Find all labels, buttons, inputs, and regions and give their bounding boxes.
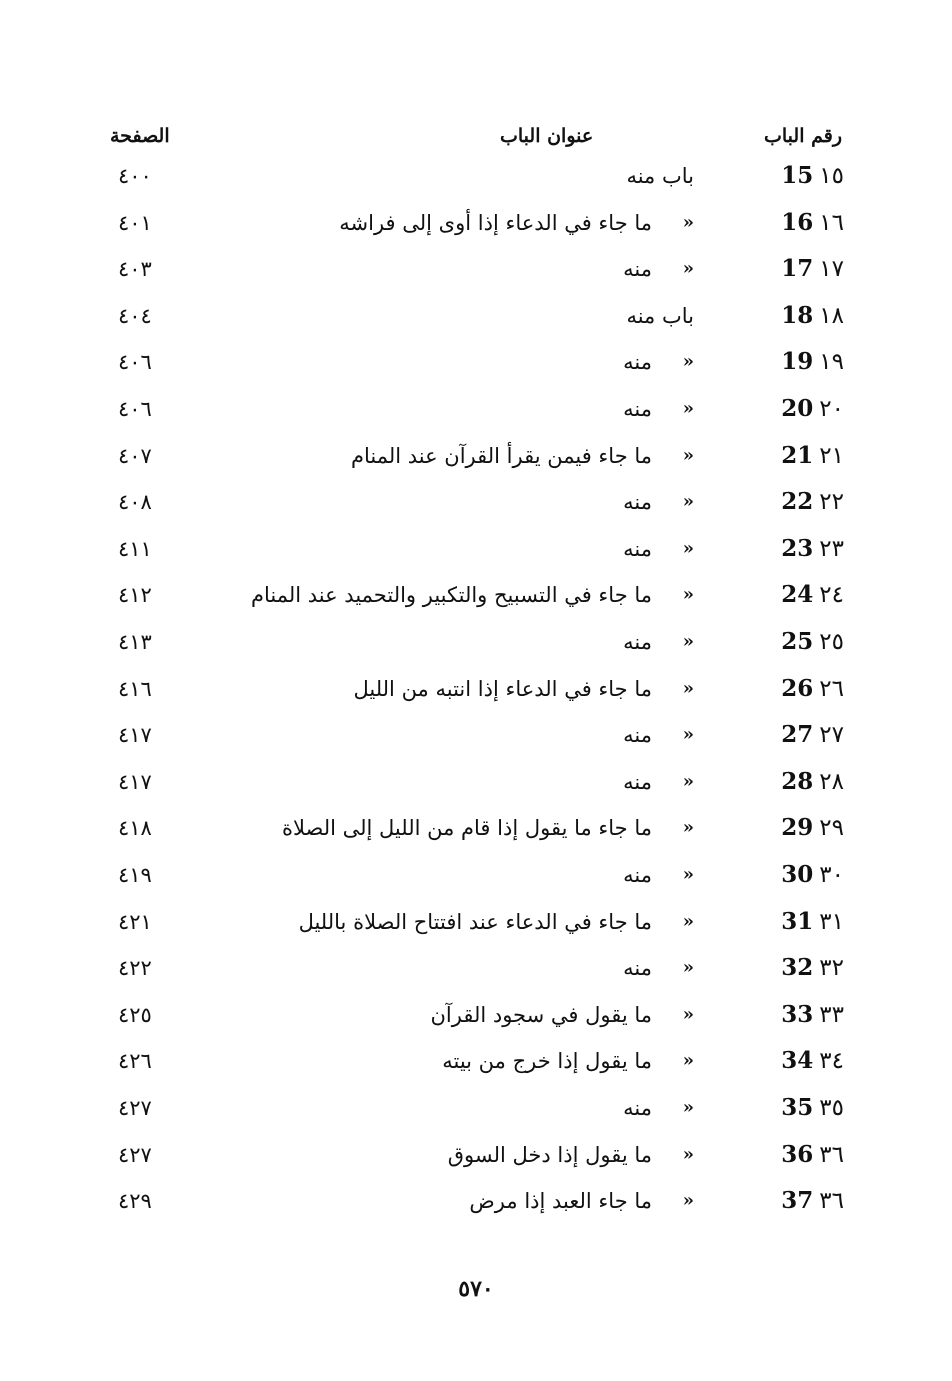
table-row bbox=[0, 203, 952, 243]
chapter-number-western: 27 bbox=[781, 721, 814, 749]
chapter-number-arabic: ٣٥ bbox=[819, 1095, 844, 1121]
chapter-number bbox=[781, 715, 844, 755]
ditto-mark: » bbox=[682, 910, 694, 932]
chapter-number-arabic: ٢٨ bbox=[819, 768, 844, 795]
chapter-number bbox=[781, 855, 844, 895]
table-row bbox=[0, 948, 952, 988]
header-chapter-number: رقم الباب bbox=[764, 125, 842, 147]
chapter-number bbox=[781, 203, 844, 243]
chapter-number-arabic: ١٩ bbox=[819, 349, 844, 376]
chapter-number-arabic: ٣٠ bbox=[819, 862, 844, 888]
table-row bbox=[0, 1088, 952, 1128]
chapter-number-arabic: ٢٣ bbox=[819, 535, 844, 562]
chapter-title: ما جاء فيمن يقرأ القرآن عند المنام bbox=[350, 443, 652, 468]
page-ref: ٤٠٨ bbox=[118, 490, 152, 515]
header-chapter-title: عنوان الباب bbox=[500, 125, 594, 147]
ditto-mark: » bbox=[682, 1003, 694, 1025]
chapter-title: ما جاء في الدعاء إذا انتبه من الليل bbox=[353, 676, 652, 701]
chapter-title: منه bbox=[623, 536, 652, 561]
ditto-mark: » bbox=[682, 1143, 694, 1165]
chapter-title: منه bbox=[623, 723, 652, 748]
chapter-number-western: 29 bbox=[781, 814, 814, 842]
ditto-mark: » bbox=[682, 724, 694, 746]
table-row bbox=[0, 995, 952, 1035]
chapter-number-arabic: ٣٢ bbox=[819, 955, 844, 982]
chapter-number bbox=[781, 1181, 844, 1221]
ditto-mark: » bbox=[682, 631, 694, 652]
chapter-number bbox=[781, 622, 844, 662]
ditto-mark: » bbox=[682, 957, 694, 979]
page-ref: ٤١٧ bbox=[118, 769, 152, 794]
table-row bbox=[0, 389, 952, 429]
chapter-number-arabic: ١٨ bbox=[819, 302, 844, 329]
page-ref: ٤٢٥ bbox=[118, 1002, 152, 1027]
chapter-number bbox=[781, 1135, 844, 1175]
chapter-number bbox=[781, 156, 844, 196]
chapter-number-arabic: ١٥ bbox=[819, 163, 844, 189]
chapter-number-arabic: ٣٤ bbox=[819, 1048, 844, 1075]
chapter-number-western: 36 bbox=[781, 1140, 814, 1168]
chapter-number-western: 33 bbox=[781, 1000, 814, 1028]
chapter-number-arabic: ٢٩ bbox=[819, 815, 844, 842]
chapter-number-western: 25 bbox=[781, 628, 814, 655]
table-row bbox=[0, 1041, 952, 1081]
page-ref: ٤٢١ bbox=[118, 909, 152, 934]
chapter-number bbox=[781, 482, 844, 522]
chapter-title: منه bbox=[623, 257, 652, 282]
ditto-mark: » bbox=[682, 351, 694, 373]
ditto-mark: » bbox=[682, 444, 694, 466]
table-row bbox=[0, 1135, 952, 1175]
chapter-number-arabic: ٢٠ bbox=[819, 396, 844, 422]
page-ref: ٤٠٠ bbox=[118, 164, 152, 188]
table-row bbox=[0, 436, 952, 476]
ditto-mark: » bbox=[682, 864, 694, 885]
page-ref: ٤١١ bbox=[118, 536, 152, 561]
table-row bbox=[0, 808, 952, 848]
chapter-number bbox=[781, 529, 844, 569]
chapter-title: منه bbox=[623, 630, 652, 654]
page-ref: ٤١٧ bbox=[118, 723, 152, 748]
chapter-number-western: 34 bbox=[781, 1047, 814, 1075]
chapter-number bbox=[781, 249, 844, 289]
chapter-number-arabic: ١٧ bbox=[819, 256, 844, 283]
chapter-title: منه bbox=[623, 956, 652, 981]
chapter-number-western: 20 bbox=[781, 395, 814, 422]
chapter-title: منه bbox=[623, 769, 652, 794]
page-ref: ٤١٦ bbox=[118, 676, 152, 701]
page-ref: ٤٠٤ bbox=[118, 303, 152, 328]
chapter-number-arabic: ٣٦ bbox=[819, 1141, 844, 1168]
ditto-mark: » bbox=[682, 537, 694, 559]
chapter-number bbox=[781, 948, 844, 988]
page-ref: ٤٢٧ bbox=[118, 1142, 152, 1167]
page-ref: ٤٠٦ bbox=[118, 350, 152, 375]
chapter-number-western: 24 bbox=[781, 581, 814, 609]
chapter-number-arabic: ٢٤ bbox=[819, 582, 844, 609]
ditto-mark: » bbox=[682, 258, 694, 280]
chapter-number-western: 16 bbox=[781, 208, 814, 236]
chapter-title: منه bbox=[623, 863, 652, 887]
chapter-number-arabic: ٢٢ bbox=[819, 489, 844, 516]
ditto-mark: » bbox=[682, 1050, 694, 1072]
page-ref: ٤٢٩ bbox=[118, 1189, 152, 1214]
table-row bbox=[0, 575, 952, 615]
chapter-number-western: 37 bbox=[781, 1187, 814, 1215]
chapter-title: منه bbox=[623, 1096, 652, 1120]
page-ref: ٤١٣ bbox=[118, 630, 152, 654]
ditto-mark: » bbox=[682, 817, 694, 839]
ditto-mark: » bbox=[682, 770, 694, 792]
chapter-title: باب منه bbox=[626, 164, 694, 188]
chapter-number bbox=[781, 995, 844, 1035]
chapter-title: ما يقول إذا خرج من بيته bbox=[442, 1049, 652, 1074]
table-row bbox=[0, 715, 952, 755]
chapter-number-arabic: ٢٥ bbox=[819, 629, 844, 655]
ditto-mark: » bbox=[682, 1097, 694, 1118]
chapter-title: ما جاء العبد إذا مرض bbox=[469, 1189, 652, 1214]
chapter-number-western: 15 bbox=[781, 162, 814, 189]
page-ref: ٤١٩ bbox=[118, 863, 152, 887]
table-row bbox=[0, 1181, 952, 1221]
chapter-number-western: 21 bbox=[781, 441, 814, 469]
chapter-number-western: 30 bbox=[781, 861, 814, 888]
chapter-title: باب منه bbox=[626, 303, 694, 328]
chapter-number-arabic: ٣١ bbox=[819, 908, 844, 935]
table-row bbox=[0, 342, 952, 382]
chapter-number bbox=[781, 1041, 844, 1081]
chapter-title: ما يقول في سجود القرآن bbox=[430, 1002, 652, 1027]
chapter-title: ما جاء في الدعاء إذا أوى إلى فراشه bbox=[339, 210, 652, 235]
chapter-number-western: 31 bbox=[781, 907, 814, 935]
header-page: الصفحة bbox=[110, 125, 170, 147]
ditto-mark: » bbox=[682, 1190, 694, 1212]
chapter-number-arabic: ٣٦ bbox=[819, 1188, 844, 1215]
page-ref: ٤٠٦ bbox=[118, 397, 152, 421]
chapter-number-western: 23 bbox=[781, 534, 814, 562]
table-header bbox=[0, 116, 952, 156]
ditto-mark: » bbox=[682, 584, 694, 606]
chapter-title: ما يقول إذا دخل السوق bbox=[447, 1142, 652, 1167]
chapter-number bbox=[781, 1088, 844, 1128]
chapter-number bbox=[781, 296, 844, 336]
chapter-title: منه bbox=[623, 490, 652, 515]
page-ref: ٤٠٧ bbox=[118, 443, 152, 468]
chapter-number bbox=[781, 902, 844, 942]
chapter-number-western: 19 bbox=[781, 348, 814, 376]
page-ref: ٤٢٧ bbox=[118, 1096, 152, 1120]
table-row bbox=[0, 622, 952, 662]
table-row bbox=[0, 529, 952, 569]
table-row bbox=[0, 762, 952, 802]
chapter-number bbox=[781, 762, 844, 802]
chapter-title: ما جاء ما يقول إذا قام من الليل إلى الصلاة bbox=[281, 816, 652, 841]
chapter-number-arabic: ٢١ bbox=[819, 442, 844, 469]
chapter-number-western: 35 bbox=[781, 1094, 814, 1121]
chapter-number-western: 17 bbox=[781, 255, 814, 283]
chapter-title: منه bbox=[623, 397, 652, 421]
ditto-mark: » bbox=[682, 211, 694, 233]
page-ref: ٤٠٣ bbox=[118, 257, 152, 282]
chapter-number-western: 32 bbox=[781, 954, 814, 982]
chapter-number-arabic: ١٦ bbox=[819, 209, 844, 236]
chapter-number-arabic: ٢٦ bbox=[819, 675, 844, 702]
chapter-number bbox=[781, 389, 844, 429]
chapter-number-arabic: ٣٣ bbox=[819, 1001, 844, 1028]
chapter-number bbox=[781, 808, 844, 848]
table-row bbox=[0, 296, 952, 336]
chapter-title: ما جاء في الدعاء عند افتتاح الصلاة بالليل bbox=[298, 909, 652, 934]
chapter-title: ما جاء في التسبيح والتكبير والتحميد عند المنام bbox=[250, 583, 652, 608]
chapter-number bbox=[781, 342, 844, 382]
table-row bbox=[0, 249, 952, 289]
chapter-number-western: 22 bbox=[781, 488, 814, 516]
page-ref: ٤٠١ bbox=[118, 210, 152, 235]
page-ref: ٤٢٢ bbox=[118, 956, 152, 981]
chapter-number-western: 26 bbox=[781, 674, 814, 702]
chapter-number-western: 18 bbox=[781, 301, 814, 329]
chapter-title: منه bbox=[623, 350, 652, 375]
table-row bbox=[0, 855, 952, 895]
table-row bbox=[0, 156, 952, 196]
ditto-mark: » bbox=[682, 398, 694, 419]
page-ref: ٤١٢ bbox=[118, 583, 152, 608]
chapter-number bbox=[781, 436, 844, 476]
page-ref: ٤٢٦ bbox=[118, 1049, 152, 1074]
table-row bbox=[0, 482, 952, 522]
chapter-number-western: 28 bbox=[781, 767, 814, 795]
chapter-number-arabic: ٢٧ bbox=[819, 722, 844, 749]
ditto-mark: » bbox=[682, 677, 694, 699]
table-row bbox=[0, 902, 952, 942]
table-row bbox=[0, 669, 952, 709]
chapter-number bbox=[781, 669, 844, 709]
ditto-mark: » bbox=[682, 491, 694, 513]
page-ref: ٤١٨ bbox=[118, 816, 152, 841]
chapter-number bbox=[781, 575, 844, 615]
page-number: ٥٧٠ bbox=[458, 1276, 494, 1302]
